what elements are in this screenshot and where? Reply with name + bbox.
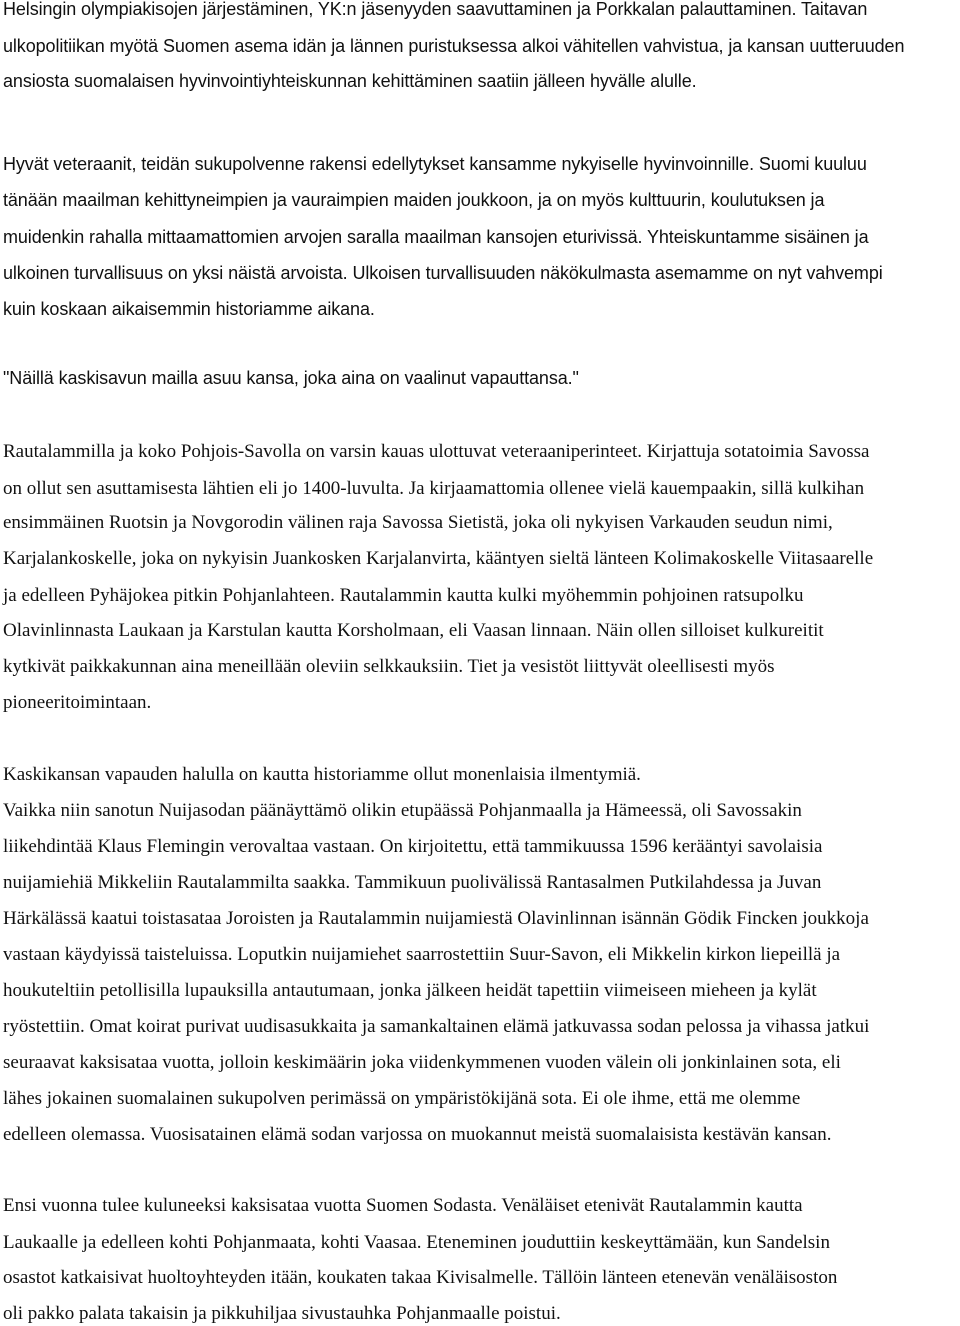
text-line: ryöstettiin. Omat koirat purivat uudisasukkaita ja samankaltainen elämä jatkuvassa sodan pelossa ja vihassa jatkui <box>3 1016 870 1037</box>
text-line: edelleen olemassa. Vuosisatainen elämä sodan varjossa on muokannut meistä suomalaisista kestävän kansan. <box>3 1124 832 1145</box>
text-line: liikehdintää Klaus Flemingin verovaltaa vastaan. On kirjoitettu, että tammikuussa 1596 kerääntyi savolaisia <box>3 836 823 857</box>
text-line: lähes jokainen suomalainen sukupolven perimässä on ympäristökijänä sota. Ei ole ihme, että me olemme <box>3 1088 801 1109</box>
text-line: Kaskikansan vapauden halulla on kautta historiamme ollut monenlaisia ilmentymiä. <box>3 764 641 785</box>
text-line: Olavinlinnasta Laukaan ja Karstulan kautta Korsholmaan, eli Vaasan linnaan. Näin ollen silloiset kulkureitit <box>3 620 824 641</box>
text-line: oli pakko palata takaisin ja pikkuhiljaa sivustauhka Pohjanmaalle poistui. <box>3 1303 561 1324</box>
text-line: Rautalammilla ja koko Pohjois-Savolla on varsin kauas ulottuvat veteraaniperinteet. Kirjattuja sotatoimia Savossa <box>3 441 870 462</box>
text-line: Härkälässä kaatui toistasataa Joroisten ja Rautalammin nuijamiestä Olavinlinnan isännän Gödik Fincken joukkoja <box>3 908 869 929</box>
text-line: seuraavat kaksisataa vuotta, jolloin keskimäärin joka viidenkymmenen vuoden välein oli jonkinlainen sota, eli <box>3 1052 841 1073</box>
text-line: nuijamiehiä Mikkeliin Rautalammilta saakka. Tammikuun puolivälissä Rantasalmen Putkilahdessa ja Juvan <box>3 872 822 893</box>
text-line: on ollut sen asuttamisesta lähtien eli jo 1400-luvulta. Ja kirjaamattomia ollenee vielä kauempaakin, sillä kulkihan <box>3 478 865 499</box>
text-line: kytkivät paikkakunnan aina meneillään oleviin selkkauksiin. Tiet ja vesistöt liittyvät oleellisesti myös <box>3 656 775 677</box>
text-line: ja edelleen Pyhäjokea pitkin Pohjanlahteen. Rautalammin kautta kulki myöhemmin pohjoinen ratsupolku <box>3 585 804 606</box>
text-line: kuin koskaan aikaisemmin historiamme aikana. <box>3 299 375 319</box>
text-line: osastot katkaisivat huoltoyhteyden itään, koukaten takaa Kivisalmelle. Tällöin länteen etenevän venäläisoston <box>3 1267 838 1288</box>
text-line: ulkoinen turvallisuus on yksi näistä arvoista. Ulkoisen turvallisuuden näkökulmasta asemamme on nyt vahvempi <box>3 263 883 283</box>
text-line: vastaan käydyissä taisteluissa. Loputkin nuijamiehet saarrostettiin Suur-Savon, eli Mikkelin kirkon liepeillä ja <box>3 944 841 965</box>
text-line: Karjalankoskelle, joka on nykyisin Juankosken Karjalanvirta, kääntyen sieltä länteen Kolimakoskelle Viitasaarelle <box>3 548 874 569</box>
text-line: pioneeritoimintaan. <box>3 692 152 713</box>
text-line: ensimmäinen Ruotsin ja Novgorodin välinen raja Savossa Sietistä, joka oli nykyisen Varkauden seudun nimi, <box>3 512 833 533</box>
text-line: ansiosta suomalaisen hyvinvointiyhteiskunnan kehittäminen saatiin jälleen hyvälle alulle. <box>3 71 697 91</box>
text-line: Ensi vuonna tulee kuluneeksi kaksisataa vuotta Suomen Sodasta. Venäläiset etenivät Rautalammin kautta <box>3 1195 803 1216</box>
text-line: ulkopolitiikan myötä Suomen asema idän ja lännen puristuksessa alkoi vähitellen vahvistua, ja kansan uutteruuden <box>3 36 905 56</box>
text-line: Vaikka niin sanotun Nuijasodan päänäyttämö olikin etupäässä Pohjanmaalla ja Hämeessä, oli Savossakin <box>3 800 802 821</box>
text-line: tänään maailman kehittyneimpien ja vauraimpien maiden joukkoon, ja on myös kulttuurin, koulutuksen ja <box>3 190 825 210</box>
text-line: Hyvät veteraanit, teidän sukupolvenne rakensi edellytykset kansamme nykyiselle hyvinvoinnille. Suomi kuuluu <box>3 154 867 174</box>
text-line: houkuteltiin petollisilla lupauksilla antautumaan, jonka jälkeen heidät tapettiin viimeiseen mieheen ja kylät <box>3 980 817 1001</box>
quote-line: "Näillä kaskisavun mailla asuu kansa, joka aina on vaalinut vapauttansa." <box>3 368 579 388</box>
text-line: muidenkin rahalla mittaamattomien arvojen saralla maailman kansojen eturivissä. Yhteiskuntamme sisäinen ja <box>3 227 869 247</box>
text-line: Laukaalle ja edelleen kohti Pohjanmaata, kohti Vaasaa. Eteneminen jouduttiin keskeyttämään, kun Sandelsin <box>3 1232 830 1253</box>
text-line: Helsingin olympiakisojen järjestäminen, YK:n jäsenyyden saavuttaminen ja Porkkalan palauttaminen. Taitavan <box>3 0 868 19</box>
